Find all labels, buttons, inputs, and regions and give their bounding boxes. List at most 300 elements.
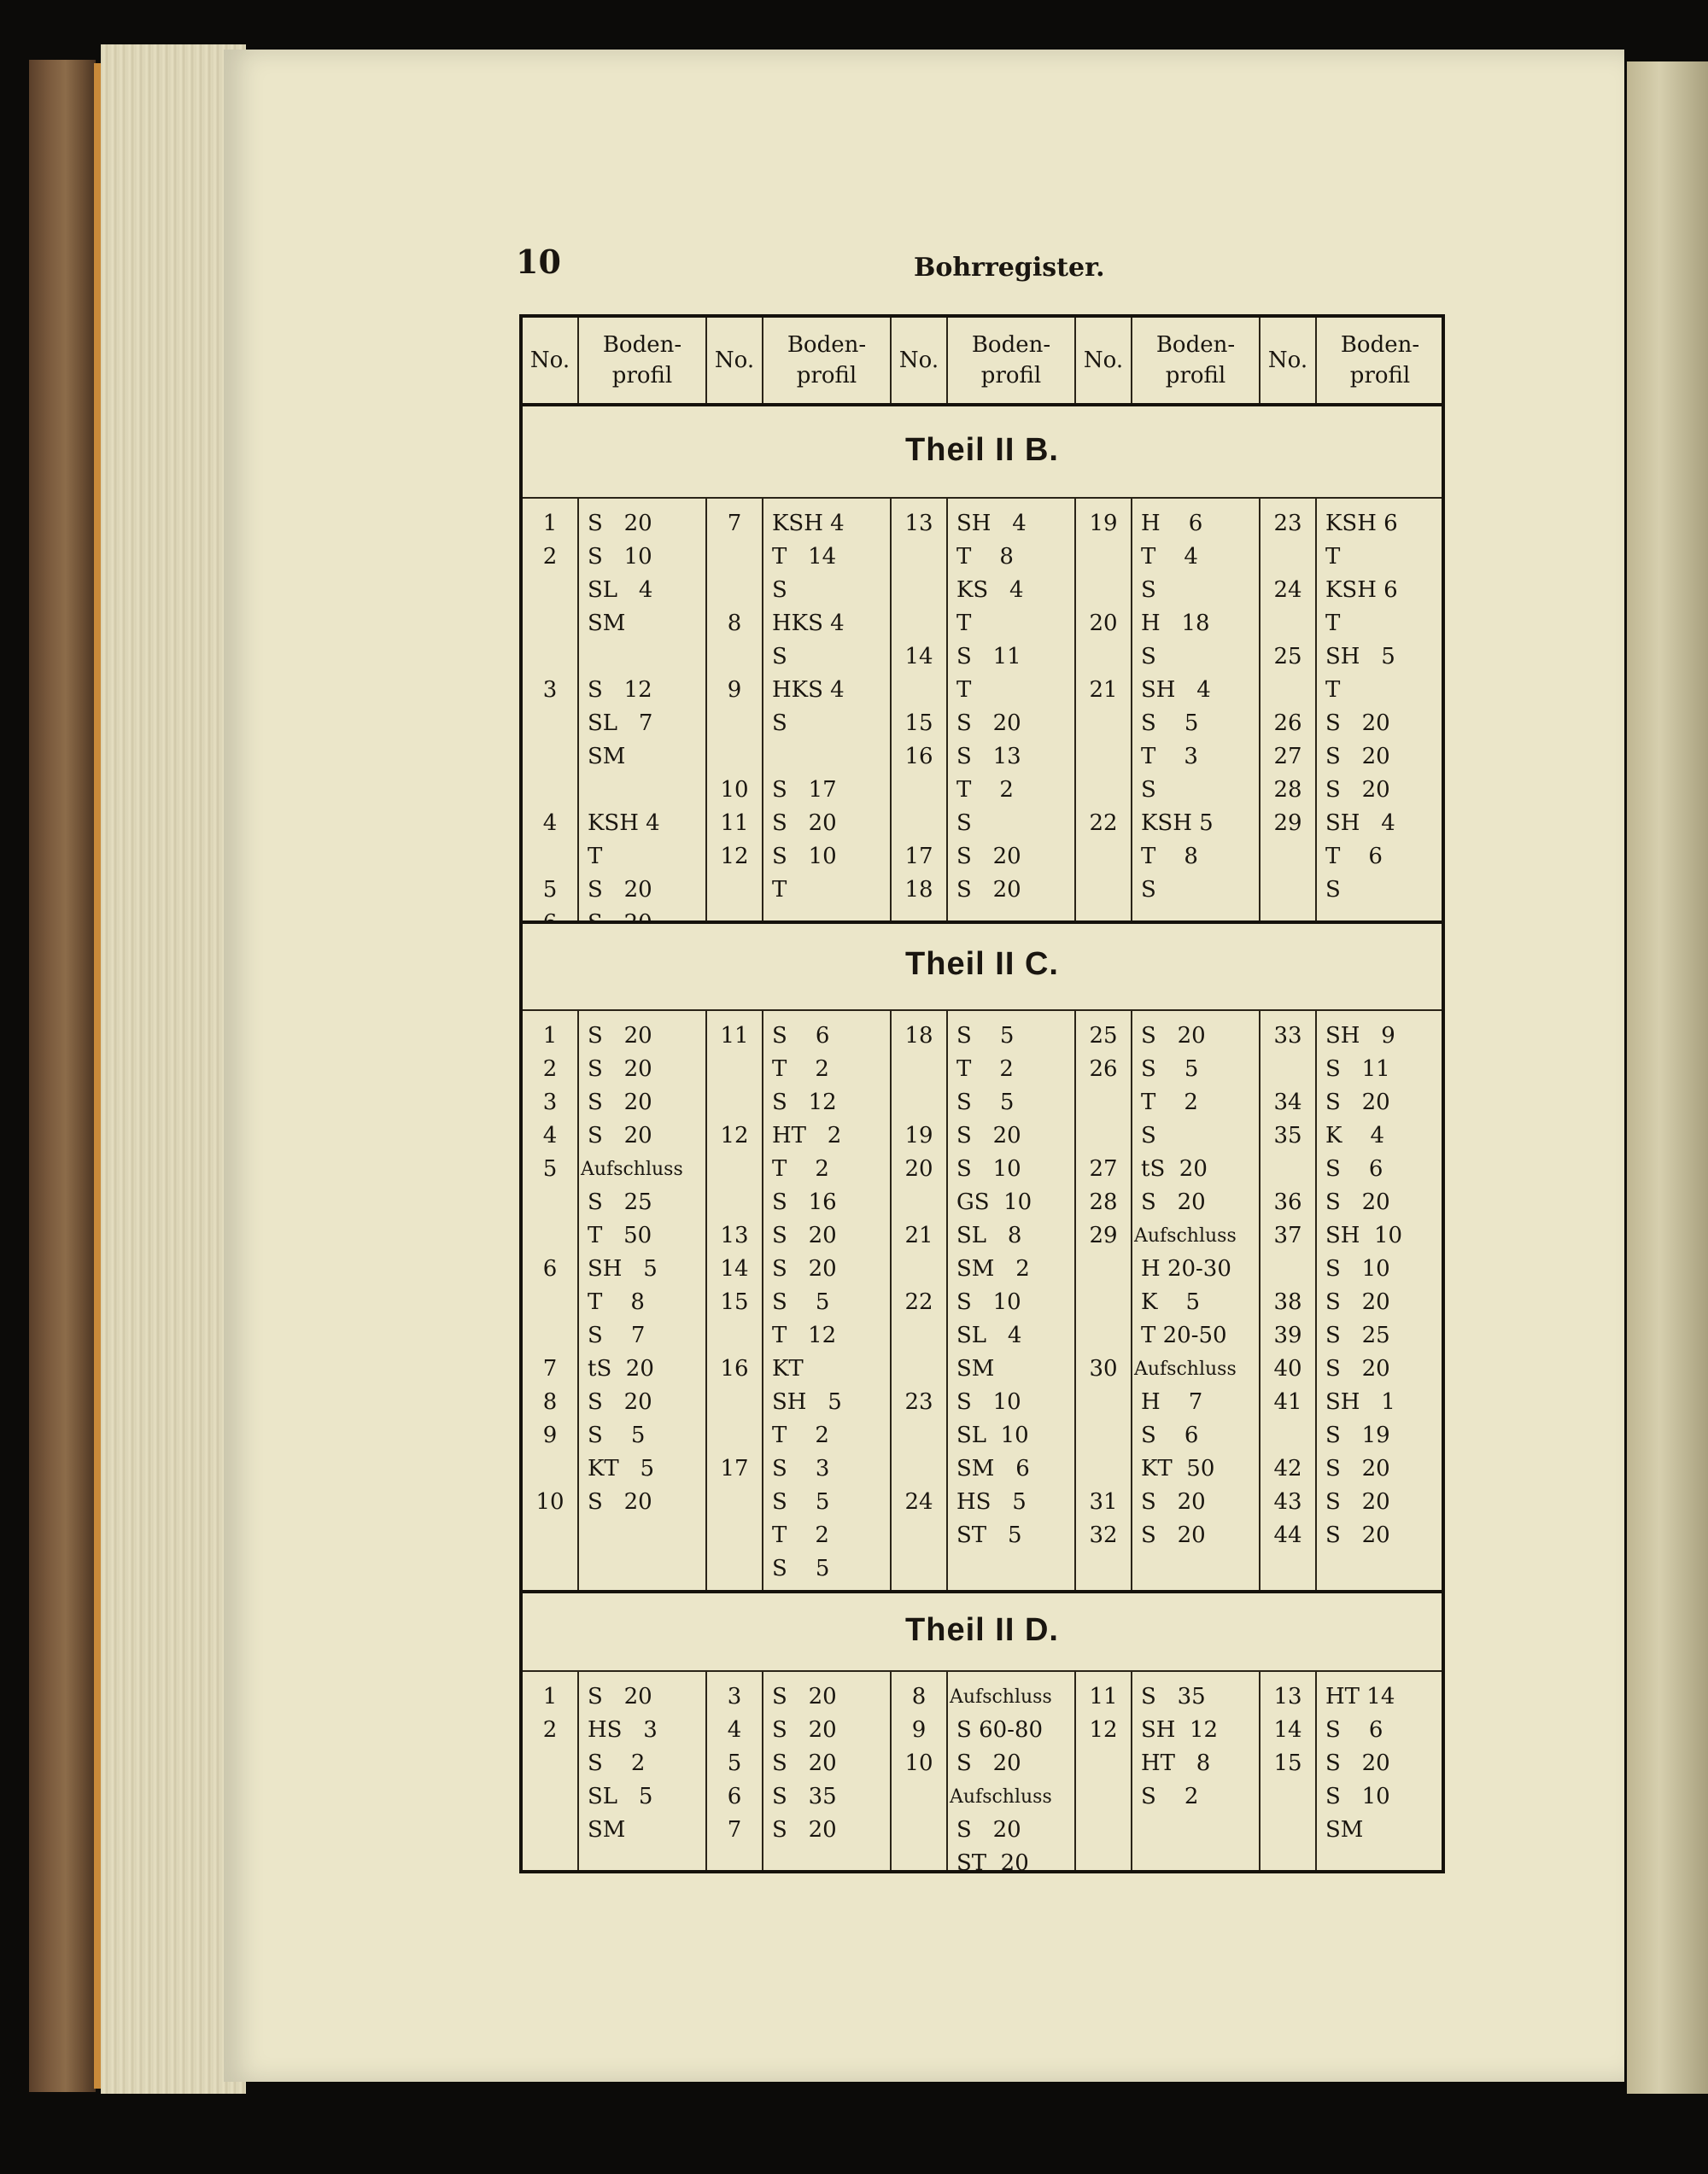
soil-profile-entry: S 20 <box>588 1090 652 1115</box>
section-title: Theil II D. <box>905 1612 1059 1648</box>
soil-profile-entry: S 20 <box>956 1123 1021 1148</box>
soil-profile-entry: S 35 <box>1141 1684 1206 1709</box>
soil-profile-entry: T 50 <box>588 1223 652 1248</box>
soil-profile-entry: S <box>772 577 787 603</box>
bore-number: 26 <box>1273 710 1302 736</box>
header-bodenprofil: Boden- profil <box>1155 332 1236 389</box>
soil-profile-entry: S 3 <box>772 1456 830 1481</box>
profile-column <box>588 1680 707 1847</box>
bore-number: 20 <box>1089 611 1118 636</box>
soil-profile-entry: SM 6 <box>956 1456 1030 1481</box>
bore-number: 14 <box>1273 1717 1302 1743</box>
number-column <box>1261 1680 1315 1780</box>
soil-profile-entry: KSH 4 <box>588 810 660 836</box>
soil-profile-entry: S 12 <box>588 677 652 703</box>
soil-profile-entry: KT <box>772 1356 804 1382</box>
soil-profile-entry: T 8 <box>956 544 1014 570</box>
bore-number: 17 <box>904 844 933 869</box>
bore-number: 3 <box>542 1090 558 1115</box>
bore-number <box>523 1286 577 1319</box>
bore-number: 13 <box>904 511 933 536</box>
bore-number <box>892 674 946 707</box>
bore-number <box>707 1086 762 1119</box>
soil-profile-entry: S 6 <box>1325 1156 1383 1182</box>
soil-profile-entry: S 20 <box>772 810 837 836</box>
bore-number: 5 <box>542 877 558 903</box>
soil-profile-entry: T 8 <box>588 1289 645 1315</box>
soil-profile-entry: S 20 <box>588 511 652 536</box>
bore-number <box>707 1053 762 1086</box>
bore-number: 28 <box>1089 1189 1118 1215</box>
number-column <box>1076 507 1131 840</box>
number-column <box>892 1020 946 1519</box>
soil-profile-entry: S 5 <box>772 1556 830 1581</box>
profile-column <box>1325 1020 1445 1552</box>
soil-profile-entry: S 10 <box>1325 1256 1390 1282</box>
header-bodenprofil: Boden- profil <box>971 332 1051 389</box>
header-bodenprofil: Boden- profil <box>787 332 867 389</box>
bore-number <box>1076 1419 1131 1452</box>
page-number: 10 <box>516 243 561 281</box>
bohrregister-table <box>519 314 1445 1876</box>
soil-profile-entry: S 11 <box>956 644 1021 669</box>
bore-number: 23 <box>1273 511 1302 536</box>
soil-profile-entry: T 2 <box>1141 1090 1198 1115</box>
soil-profile-entry: S 20 <box>1141 1023 1206 1049</box>
bore-number: 1 <box>542 1023 558 1049</box>
bore-number: 14 <box>720 1256 749 1282</box>
soil-profile-entry: S 20 <box>1325 777 1390 803</box>
bore-number <box>707 740 762 774</box>
bore-number <box>1076 707 1131 740</box>
soil-profile-entry: S 6 <box>1141 1423 1199 1448</box>
bore-number: 35 <box>1273 1123 1302 1148</box>
bore-number <box>1076 1253 1131 1286</box>
section-band <box>523 1593 1442 1670</box>
profile-column <box>956 507 1076 907</box>
section-title: Theil II C. <box>905 946 1059 982</box>
soil-profile-entry: S 10 <box>772 844 837 869</box>
bore-number: 21 <box>904 1223 933 1248</box>
bore-number <box>892 1319 946 1353</box>
bore-number <box>892 1353 946 1386</box>
soil-profile-entry: S 10 <box>956 1156 1021 1182</box>
soil-profile-entry: SM <box>956 1356 995 1382</box>
soil-profile-entry: T <box>1325 544 1341 570</box>
profile-column <box>1141 1680 1261 1814</box>
bore-number: 5 <box>542 1156 558 1182</box>
bore-number: 6 <box>727 1784 742 1809</box>
bore-number <box>523 1452 577 1486</box>
soil-profile-entry: S 20 <box>772 1223 837 1248</box>
soil-profile-entry: SL 5 <box>588 1784 653 1809</box>
bore-number <box>523 1219 577 1253</box>
bore-number: 9 <box>542 1423 558 1448</box>
soil-profile-entry <box>772 740 892 774</box>
soil-profile-entry: S 13 <box>956 744 1021 769</box>
bore-number: 20 <box>904 1156 933 1182</box>
bore-number <box>892 807 946 840</box>
soil-profile-entry: SM <box>588 611 626 636</box>
bore-number: 10 <box>904 1750 933 1776</box>
soil-profile-entry: S 10 <box>956 1389 1021 1415</box>
facing-page-edge <box>1627 61 1708 2094</box>
bore-number: 8 <box>542 1389 558 1415</box>
soil-profile-entry: SM <box>1325 1817 1364 1843</box>
soil-profile-entry: S 19 <box>1325 1423 1390 1448</box>
soil-profile-entry: T 2 <box>956 777 1014 803</box>
bore-number <box>1076 740 1131 774</box>
bore-number: 28 <box>1273 777 1302 803</box>
bore-number: 16 <box>904 744 933 769</box>
soil-profile-entry: SM <box>588 1817 626 1843</box>
bore-number <box>1076 541 1131 574</box>
soil-profile-entry: T <box>1325 677 1341 703</box>
bore-number <box>1076 1286 1131 1319</box>
soil-profile-entry: S 7 <box>588 1323 646 1348</box>
bore-number <box>1261 1053 1315 1086</box>
soil-profile-entry: K 4 <box>1325 1123 1385 1148</box>
bore-number <box>892 1419 946 1452</box>
soil-profile-entry: S <box>1325 877 1341 903</box>
bore-number <box>1076 1086 1131 1119</box>
number-column <box>707 1680 762 1847</box>
bore-number: 8 <box>727 611 742 636</box>
bore-number <box>1261 674 1315 707</box>
header-no: No. <box>1267 348 1308 373</box>
soil-profile-entry: KSH 4 <box>772 511 845 536</box>
soil-profile-entry: GS 10 <box>956 1189 1032 1215</box>
soil-profile-entry: S <box>1141 577 1156 603</box>
bore-number: 6 <box>542 1256 558 1282</box>
bore-number: 24 <box>1273 577 1302 603</box>
soil-profile-entry: KSH 6 <box>1325 577 1398 603</box>
bore-number: 32 <box>1089 1522 1118 1548</box>
bore-number: 37 <box>1273 1223 1302 1248</box>
soil-profile-entry: S 17 <box>772 777 837 803</box>
soil-profile-entry: S 10 <box>956 1289 1021 1315</box>
soil-profile-entry: S 20 <box>1325 744 1390 769</box>
soil-profile-entry: T 2 <box>956 1056 1014 1082</box>
soil-profile-entry: S 6 <box>772 1023 830 1049</box>
number-column <box>523 1680 577 1747</box>
soil-profile-entry: S 20 <box>588 1056 652 1082</box>
soil-profile-entry: S 6 <box>1325 1717 1383 1743</box>
bore-number <box>1076 1386 1131 1419</box>
bore-number: 16 <box>720 1356 749 1382</box>
profile-column <box>581 1020 707 1519</box>
soil-profile-entry: S <box>1141 777 1156 803</box>
soil-profile-entry: HS 5 <box>956 1489 1027 1515</box>
number-column <box>523 1020 577 1519</box>
profile-column <box>1141 507 1261 907</box>
bore-number: 34 <box>1273 1090 1302 1115</box>
profile-column <box>772 507 892 907</box>
soil-profile-entry: SH 4 <box>1325 810 1395 836</box>
soil-profile-entry: tS 20 <box>1141 1156 1208 1182</box>
soil-profile-entry: T <box>588 844 603 869</box>
soil-profile-entry: T 2 <box>772 1056 829 1082</box>
soil-profile-entry: SH 9 <box>1325 1023 1395 1049</box>
bore-number: 10 <box>535 1489 564 1515</box>
bore-number: 1 <box>542 1684 558 1709</box>
soil-profile-entry: S 20 <box>956 844 1021 869</box>
bore-number: 7 <box>727 1817 742 1843</box>
soil-profile-entry: HT 8 <box>1141 1750 1211 1776</box>
bore-number <box>892 1253 946 1286</box>
bore-number <box>892 1086 946 1119</box>
bore-number: 17 <box>720 1456 749 1481</box>
bore-number: 11 <box>1089 1684 1118 1709</box>
bore-number: 9 <box>911 1717 927 1743</box>
soil-profile-entry: SM <box>588 744 626 769</box>
soil-profile-entry: T <box>956 611 972 636</box>
bore-number <box>892 1452 946 1486</box>
soil-profile-entry: S 5 <box>956 1023 1015 1049</box>
bore-number <box>707 541 762 574</box>
bore-number <box>523 1319 577 1353</box>
soil-profile-entry: HT 14 <box>1325 1684 1395 1709</box>
bore-number <box>1076 1452 1131 1486</box>
bore-number: 29 <box>1273 810 1302 836</box>
bore-number <box>523 1186 577 1219</box>
soil-profile-entry: H 7 <box>1141 1389 1203 1415</box>
soil-profile-entry: S 20 <box>956 710 1021 736</box>
header-no: No. <box>1083 348 1124 373</box>
soil-profile-entry: SL 10 <box>956 1423 1029 1448</box>
soil-profile-entry: KT 50 <box>1141 1456 1215 1481</box>
soil-profile-entry: tS 20 <box>588 1356 654 1382</box>
bore-number: 12 <box>720 844 749 869</box>
header-no: No. <box>898 348 939 373</box>
bore-number: 39 <box>1273 1323 1302 1348</box>
soil-profile-entry: HKS 4 <box>772 611 845 636</box>
soil-profile-entry: SH 4 <box>1141 677 1211 703</box>
bore-number <box>707 1186 762 1219</box>
soil-profile-entry: HKS 4 <box>772 677 845 703</box>
soil-profile-entry: Aufschluss <box>950 1686 1052 1708</box>
profile-column <box>772 1020 892 1586</box>
soil-profile-entry: S 20 <box>1325 1289 1390 1315</box>
soil-profile-entry: S 20 <box>772 1256 837 1282</box>
bore-number: 13 <box>1273 1684 1302 1709</box>
bore-number <box>892 774 946 807</box>
bore-number <box>1261 607 1315 640</box>
soil-profile-entry: S 20 <box>1325 1750 1390 1776</box>
bore-number: 23 <box>904 1389 933 1415</box>
soil-profile-entry: KSH 6 <box>1325 511 1398 536</box>
bore-number: 27 <box>1273 744 1302 769</box>
soil-profile-entry: S 20 <box>1325 1189 1390 1215</box>
soil-profile-entry: SH 5 <box>772 1389 842 1415</box>
bore-number: 2 <box>542 1056 558 1082</box>
soil-profile-entry: T 14 <box>772 544 837 570</box>
number-column <box>707 507 762 874</box>
soil-profile-entry: S <box>1141 644 1156 669</box>
bore-number: 2 <box>542 1717 558 1743</box>
bore-number <box>1076 1119 1131 1153</box>
soil-profile-entry <box>588 640 707 674</box>
soil-profile-entry: S 20 <box>588 1123 652 1148</box>
soil-profile-entry: S 20 <box>956 1817 1021 1843</box>
soil-profile-entry: H 20-30 <box>1141 1256 1231 1282</box>
soil-profile-entry: H 18 <box>1141 611 1210 636</box>
soil-profile-entry: S 20 <box>1141 1489 1206 1515</box>
bore-number <box>707 640 762 674</box>
soil-profile-entry: SL 7 <box>588 710 653 736</box>
soil-profile-entry: S 12 <box>772 1090 837 1115</box>
soil-profile-entry: SH 4 <box>956 511 1027 536</box>
soil-profile-entry: S 20 <box>956 877 1021 903</box>
bore-number <box>1261 1253 1315 1286</box>
bore-number <box>892 541 946 574</box>
bore-number: 9 <box>727 677 742 703</box>
bore-number: 31 <box>1089 1489 1118 1515</box>
bore-number <box>1261 1153 1315 1186</box>
soil-profile-entry: T 20-50 <box>1141 1323 1227 1348</box>
bore-number: 33 <box>1273 1023 1302 1049</box>
soil-profile-entry: KT 5 <box>588 1456 655 1481</box>
bore-number <box>707 1319 762 1353</box>
bore-number: 27 <box>1089 1156 1118 1182</box>
number-column <box>892 507 946 907</box>
bore-number <box>892 607 946 640</box>
number-column <box>707 1020 762 1486</box>
soil-profile-entry: S 10 <box>1325 1784 1390 1809</box>
header-no: No. <box>529 348 570 373</box>
bore-number: 36 <box>1273 1189 1302 1215</box>
soil-profile-entry: HS 3 <box>588 1717 658 1743</box>
bore-number <box>523 774 577 807</box>
bore-number: 15 <box>720 1289 749 1315</box>
bore-number <box>523 840 577 874</box>
number-column <box>523 507 577 940</box>
profile-column <box>588 507 707 940</box>
section-band <box>523 924 1442 1009</box>
bore-number <box>707 1386 762 1419</box>
profile-column <box>956 1020 1076 1552</box>
bore-number: 38 <box>1273 1289 1302 1315</box>
bore-number <box>523 607 577 640</box>
soil-profile-entry: K 5 <box>1141 1289 1201 1315</box>
soil-profile-entry: KSH 5 <box>1141 810 1214 836</box>
soil-profile-entry: S <box>1141 1123 1156 1148</box>
soil-profile-entry: T 8 <box>1141 844 1198 869</box>
number-column <box>1076 1680 1131 1747</box>
soil-profile-entry: S 20 <box>588 1684 652 1709</box>
soil-profile-entry: S 5 <box>1141 1056 1199 1082</box>
section-rule <box>523 497 1442 499</box>
bore-number: 18 <box>904 1023 933 1049</box>
bore-number: 7 <box>727 511 742 536</box>
soil-profile-entry: S 5 <box>588 1423 646 1448</box>
profile-column <box>950 1680 1076 1880</box>
bore-number: 19 <box>904 1123 933 1148</box>
bore-number: 11 <box>720 810 749 836</box>
section-title: Theil II B. <box>905 432 1059 468</box>
bore-number <box>892 1186 946 1219</box>
bore-number <box>707 1153 762 1186</box>
soil-profile-entry: Aufschluss <box>950 1786 1052 1808</box>
soil-profile-entry: T <box>956 677 972 703</box>
profile-column <box>1325 1680 1445 1847</box>
soil-profile-entry: Aufschluss <box>1134 1225 1237 1247</box>
soil-profile-entry: S 25 <box>588 1189 652 1215</box>
header-no: No. <box>714 348 755 373</box>
soil-profile-entry: S 60-80 <box>956 1717 1044 1743</box>
running-title: Bohrregister. <box>914 253 1105 283</box>
soil-profile-entry: S 20 <box>772 1717 837 1743</box>
soil-profile-entry: S 20 <box>772 1817 837 1843</box>
soil-profile-entry: S 20 <box>956 1750 1021 1776</box>
bore-number: 18 <box>904 877 933 903</box>
bore-number <box>523 740 577 774</box>
soil-profile-entry: T <box>1325 611 1341 636</box>
soil-profile-entry: S 20 <box>1325 1489 1390 1515</box>
soil-profile-entry: S 5 <box>1141 710 1199 736</box>
soil-profile-entry: S 5 <box>772 1489 830 1515</box>
bore-number <box>707 707 762 740</box>
bore-number: 24 <box>904 1489 933 1515</box>
soil-profile-entry: SL 4 <box>588 577 653 603</box>
soil-profile-entry: T 3 <box>1141 744 1198 769</box>
bore-number: 21 <box>1089 677 1118 703</box>
bore-number: 14 <box>904 644 933 669</box>
bore-number <box>707 574 762 607</box>
soil-profile-entry: S 20 <box>1141 1522 1206 1548</box>
bore-number: 44 <box>1273 1522 1302 1548</box>
number-column <box>1261 507 1315 840</box>
section-rule <box>523 1009 1442 1011</box>
soil-profile-entry: ST 5 <box>956 1522 1022 1548</box>
soil-profile-entry: S 20 <box>588 1489 652 1515</box>
bore-number: 4 <box>727 1717 742 1743</box>
soil-profile-entry: S 20 <box>1325 1090 1390 1115</box>
soil-profile-entry: S <box>772 710 787 736</box>
bore-number <box>523 707 577 740</box>
soil-profile-entry: SL 8 <box>956 1223 1022 1248</box>
soil-profile-entry: S <box>772 644 787 669</box>
soil-profile-entry: T 6 <box>1325 844 1383 869</box>
soil-profile-entry: S 20 <box>772 1684 837 1709</box>
number-column <box>1261 1020 1315 1552</box>
number-column <box>892 1680 946 1780</box>
soil-profile-entry: H 6 <box>1141 511 1203 536</box>
bore-number: 15 <box>904 710 933 736</box>
soil-profile-entry: T 12 <box>772 1323 837 1348</box>
bore-number: 26 <box>1089 1056 1118 1082</box>
bore-number: 25 <box>1273 644 1302 669</box>
soil-profile-entry: S <box>1141 877 1156 903</box>
profile-column <box>1325 507 1445 907</box>
bore-number <box>707 1419 762 1452</box>
soil-profile-entry: HT 2 <box>772 1123 842 1148</box>
bore-number <box>1076 574 1131 607</box>
bore-number: 42 <box>1273 1456 1302 1481</box>
soil-profile-entry: S 2 <box>588 1750 646 1776</box>
soil-profile-entry: S 20 <box>1325 1356 1390 1382</box>
bore-number <box>1076 640 1131 674</box>
bore-number: 11 <box>720 1023 749 1049</box>
soil-profile-entry: S 10 <box>588 544 652 570</box>
soil-profile-entry: S 20 <box>1141 1189 1206 1215</box>
bore-number: 19 <box>1089 511 1118 536</box>
bore-number: 40 <box>1273 1356 1302 1382</box>
soil-profile-entry: SH 5 <box>588 1256 658 1282</box>
profile-column <box>772 1680 892 1847</box>
number-column <box>1076 1020 1131 1552</box>
soil-profile-entry: ST 20 <box>956 1850 1029 1876</box>
